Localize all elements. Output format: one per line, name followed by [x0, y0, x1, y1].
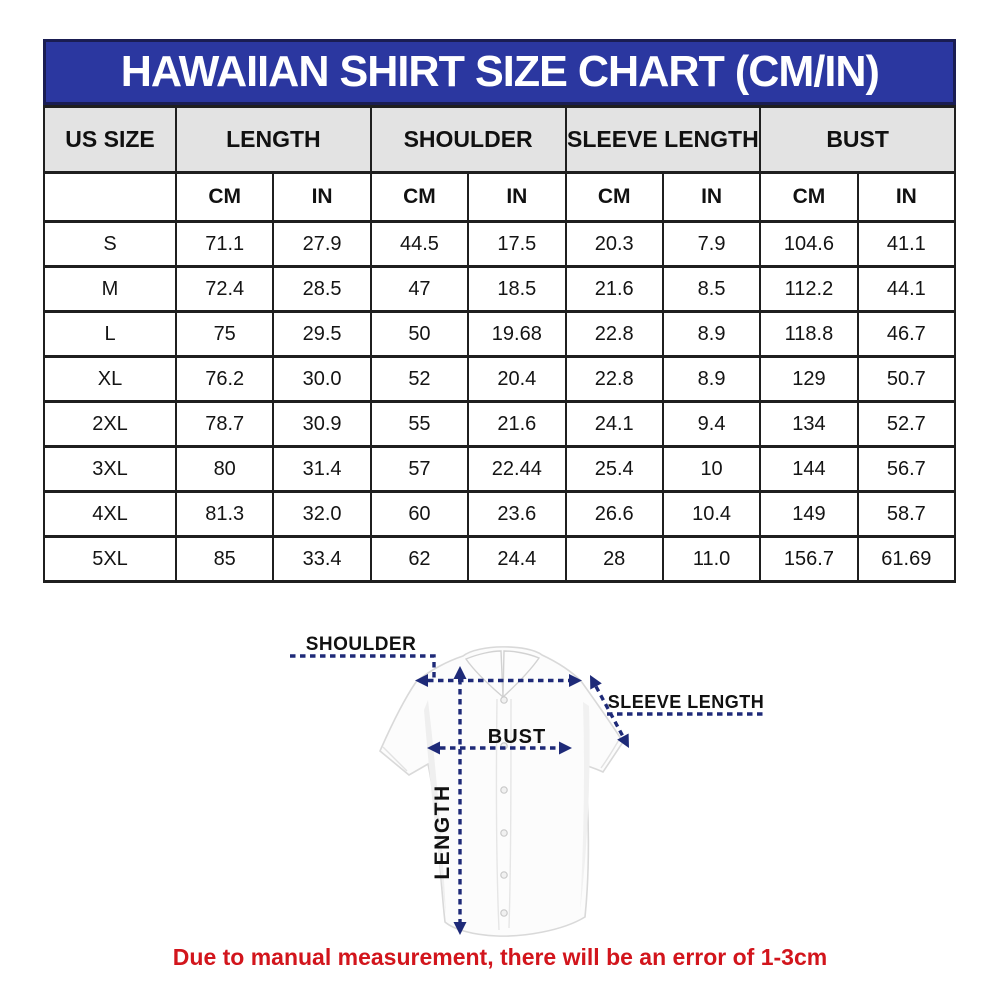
measurement-cell: 50 [371, 312, 468, 357]
measurement-cell: 17.5 [468, 222, 565, 267]
table-row [44, 492, 955, 537]
size-label-cell: XL [44, 357, 176, 402]
measurement-cell: 27.9 [273, 222, 370, 267]
size-label-cell: S [44, 222, 176, 267]
size-label-cell: 5XL [44, 537, 176, 582]
measurement-cell: 25.4 [566, 447, 663, 492]
col-header-sleeve-length: SLEEVE LENGTH [566, 107, 761, 173]
size-label-cell: L [44, 312, 176, 357]
measurement-cell: 149 [760, 492, 857, 537]
measurement-cell: 24.1 [566, 402, 663, 447]
table-row [44, 402, 955, 447]
measurement-cell: 76.2 [176, 357, 273, 402]
shirt-illustration [380, 647, 623, 936]
unit-cell-sleeve-in: IN [663, 173, 760, 222]
measurement-cell: 60 [371, 492, 468, 537]
measurement-cell: 47 [371, 267, 468, 312]
measurement-cell: 10 [663, 447, 760, 492]
unit-cell-sleeve-cm: CM [566, 173, 663, 222]
measurement-cell: 75 [176, 312, 273, 357]
col-header-length: LENGTH [176, 107, 371, 173]
col-header-us-size: US SIZE [44, 107, 176, 173]
measurement-cell: 134 [760, 402, 857, 447]
sleeve-length-label: SLEEVE LENGTH [607, 692, 765, 712]
measurement-cell: 18.5 [468, 267, 565, 312]
measurement-cell: 78.7 [176, 402, 273, 447]
measurement-cell: 30.9 [273, 402, 370, 447]
measurement-cell: 23.6 [468, 492, 565, 537]
measurement-cell: 85 [176, 537, 273, 582]
measurement-cell: 72.4 [176, 267, 273, 312]
unit-cell-length-in: IN [273, 173, 370, 222]
measurement-cell: 118.8 [760, 312, 857, 357]
measurement-cell: 8.9 [663, 357, 760, 402]
measurement-cell: 52.7 [858, 402, 955, 447]
measurement-cell: 20.4 [468, 357, 565, 402]
page-title: HAWAIIAN SHIRT SIZE CHART (CM/IN) [120, 47, 879, 96]
measurement-cell: 41.1 [858, 222, 955, 267]
measurement-cell: 24.4 [468, 537, 565, 582]
measurement-cell: 11.0 [663, 537, 760, 582]
measurement-cell: 28.5 [273, 267, 370, 312]
measurement-cell: 20.3 [566, 222, 663, 267]
measurement-cell: 22.8 [566, 357, 663, 402]
measurement-cell: 26.6 [566, 492, 663, 537]
table-row [44, 312, 955, 357]
unit-cell-bust-cm: CM [760, 173, 857, 222]
title-banner [43, 39, 956, 105]
size-label-cell: 4XL [44, 492, 176, 537]
measurement-cell: 144 [760, 447, 857, 492]
measurement-cell: 30.0 [273, 357, 370, 402]
measurement-cell: 19.68 [468, 312, 565, 357]
measurement-cell: 71.1 [176, 222, 273, 267]
measurement-cell: 81.3 [176, 492, 273, 537]
unit-cell-length-cm: CM [176, 173, 273, 222]
measurement-cell: 52 [371, 357, 468, 402]
size-table-body [44, 222, 955, 582]
measurement-cell: 21.6 [468, 402, 565, 447]
measurement-cell: 61.69 [858, 537, 955, 582]
table-row [44, 537, 955, 582]
measurement-cell: 28 [566, 537, 663, 582]
col-header-bust: BUST [760, 107, 955, 173]
measurement-cell: 57 [371, 447, 468, 492]
measurement-cell: 10.4 [663, 492, 760, 537]
measurement-cell: 33.4 [273, 537, 370, 582]
unit-header-row [44, 173, 955, 222]
measurement-cell: 29.5 [273, 312, 370, 357]
size-label-cell: M [44, 267, 176, 312]
table-row [44, 357, 955, 402]
shirt-measurement-diagram [255, 618, 785, 950]
measurement-cell: 50.7 [858, 357, 955, 402]
group-header-row [44, 107, 955, 173]
unit-cell-shoulder-cm: CM [371, 173, 468, 222]
measurement-cell: 62 [371, 537, 468, 582]
unit-cell-bust-in: IN [858, 173, 955, 222]
table-row [44, 447, 955, 492]
length-label: LENGTH [431, 784, 454, 880]
measurement-cell: 9.4 [663, 402, 760, 447]
shoulder-label: SHOULDER [305, 634, 417, 655]
measurement-cell: 156.7 [760, 537, 857, 582]
shoulder-label-connector [290, 656, 434, 678]
measurement-cell: 44.5 [371, 222, 468, 267]
measurement-cell: 22.8 [566, 312, 663, 357]
measurement-cell: 8.5 [663, 267, 760, 312]
measurement-cell: 32.0 [273, 492, 370, 537]
measurement-cell: 129 [760, 357, 857, 402]
measurement-cell: 8.9 [663, 312, 760, 357]
table-row [44, 267, 955, 312]
measurement-cell: 104.6 [760, 222, 857, 267]
size-label-cell: 2XL [44, 402, 176, 447]
measurement-disclaimer: Due to manual measurement, there will be an error of 1-3cm [172, 944, 828, 970]
measurement-cell: 31.4 [273, 447, 370, 492]
measurement-cell: 22.44 [468, 447, 565, 492]
measurement-cell: 44.1 [858, 267, 955, 312]
measurement-cell: 80 [176, 447, 273, 492]
col-header-shoulder: SHOULDER [371, 107, 566, 173]
unit-cell-blank [44, 173, 176, 222]
unit-cell-shoulder-in: IN [468, 173, 565, 222]
measurement-cell: 21.6 [566, 267, 663, 312]
bust-label: BUST [487, 726, 547, 748]
size-chart-table [43, 105, 956, 583]
size-label-cell: 3XL [44, 447, 176, 492]
measurement-cell: 46.7 [858, 312, 955, 357]
measurement-cell: 58.7 [858, 492, 955, 537]
measurement-cell: 7.9 [663, 222, 760, 267]
measurement-cell: 56.7 [858, 447, 955, 492]
table-row [44, 222, 955, 267]
measurement-cell: 55 [371, 402, 468, 447]
measurement-cell: 112.2 [760, 267, 857, 312]
